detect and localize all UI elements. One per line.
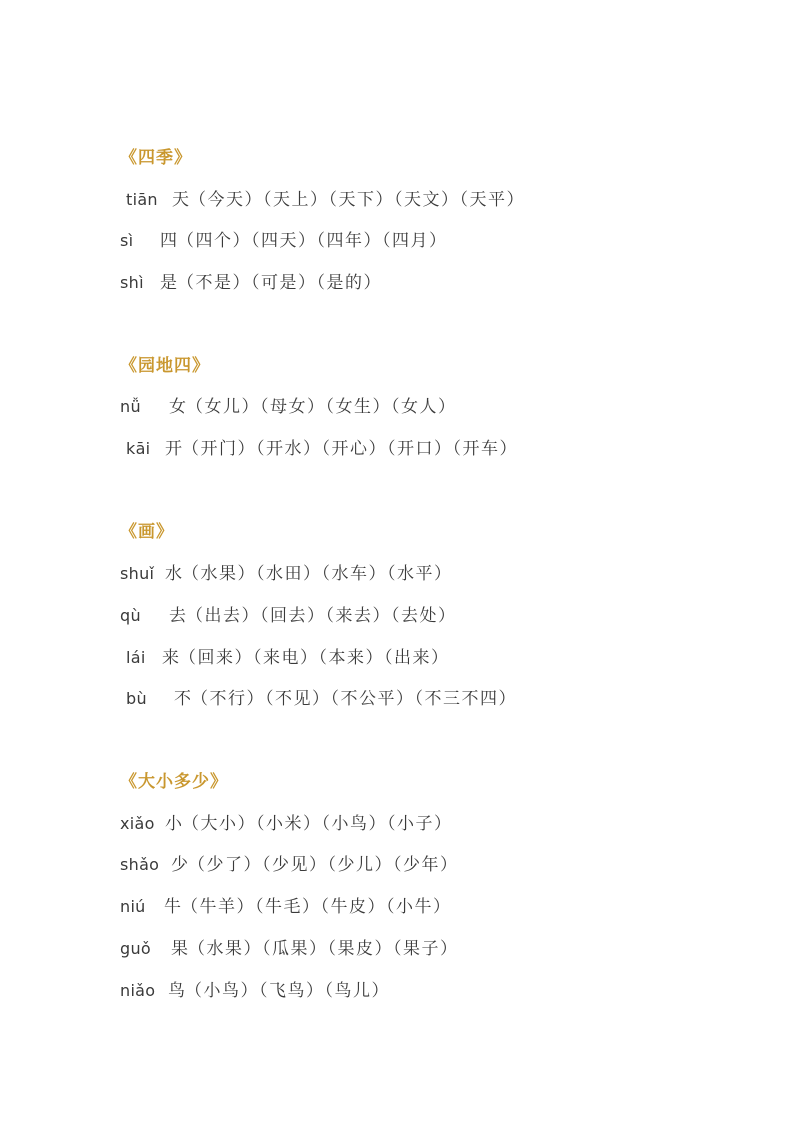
- word-list: （开门）（开水）（开心）（开口）（开车）: [182, 439, 518, 459]
- pinyin: shì: [120, 273, 144, 292]
- word-list: （少了）（少见）（少儿）（少年）: [188, 855, 459, 875]
- pinyin: lái: [126, 648, 146, 667]
- character: 少: [171, 855, 188, 875]
- pinyin: niǎo: [120, 981, 156, 1000]
- pinyin: shuǐ: [120, 564, 155, 583]
- character: 是: [160, 273, 177, 293]
- section-title-hua: 《画》: [120, 522, 174, 542]
- pinyin: kāi: [126, 439, 151, 458]
- vocab-row: [120, 937, 459, 961]
- word-list: （小鸟）（飞鸟）（鸟儿）: [185, 981, 390, 1001]
- vocab-row: [120, 604, 457, 628]
- word-list: （不行）（不见）（不公平）（不三不四）: [191, 689, 517, 709]
- word-list: （四个）（四天）（四年）（四月）: [177, 231, 448, 251]
- word-list: （不是）（可是）（是的）: [177, 273, 382, 293]
- word-list: （出去）（回去）（来去）（去处）: [186, 606, 457, 626]
- word-list: （牛羊）（牛毛）（牛皮）（小牛）: [181, 897, 452, 917]
- vocab-row: [120, 562, 453, 586]
- character: 来: [162, 648, 179, 668]
- word-list: （大小）（小米）（小鸟）（小子）: [182, 814, 453, 834]
- pinyin: tiān: [126, 190, 158, 209]
- word-list: （回来）（来电）（本来）（出来）: [179, 648, 450, 668]
- pinyin: guǒ: [120, 939, 151, 958]
- word-list: （女儿）（母女）（女生）（女人）: [186, 397, 457, 417]
- character: 牛: [164, 897, 181, 917]
- character: 女: [169, 397, 186, 417]
- vocab-row: [126, 646, 450, 670]
- vocab-row: [120, 229, 448, 253]
- pinyin: qù: [120, 606, 141, 625]
- character: 四: [160, 231, 177, 251]
- vocab-row: [120, 853, 459, 877]
- word-list: （水果）（水田）（水车）（水平）: [182, 564, 453, 584]
- character: 去: [169, 606, 186, 626]
- character: 果: [171, 939, 188, 959]
- character: 小: [165, 814, 182, 834]
- section-title-siji: 《四季》: [120, 148, 192, 168]
- character: 开: [165, 439, 182, 459]
- character: 鸟: [168, 981, 185, 1001]
- character: 天: [172, 190, 189, 210]
- word-list: （今天）（天上）（天下）（天文）（天平）: [189, 190, 525, 210]
- vocab-row: [120, 979, 390, 1003]
- vocab-row: [120, 812, 453, 836]
- pinyin: shǎo: [120, 855, 160, 874]
- vocab-row: [126, 687, 517, 711]
- character: 不: [174, 689, 191, 709]
- word-list: （水果）（瓜果）（果皮）（果子）: [188, 939, 459, 959]
- pinyin: xiǎo: [120, 814, 155, 833]
- pinyin: niú: [120, 897, 146, 916]
- pinyin: sì: [120, 231, 134, 250]
- character: 水: [165, 564, 182, 584]
- vocab-row: [120, 895, 452, 919]
- vocab-row: [120, 395, 457, 419]
- vocab-row: [126, 437, 518, 461]
- pinyin: bù: [126, 689, 147, 708]
- pinyin: nǚ: [120, 397, 141, 416]
- section-title-yuandi-si: 《园地四》: [120, 356, 210, 376]
- vocab-row: [120, 271, 382, 295]
- section-title-daxiao-duoshao: 《大小多少》: [120, 772, 228, 792]
- vocab-row: [126, 188, 525, 212]
